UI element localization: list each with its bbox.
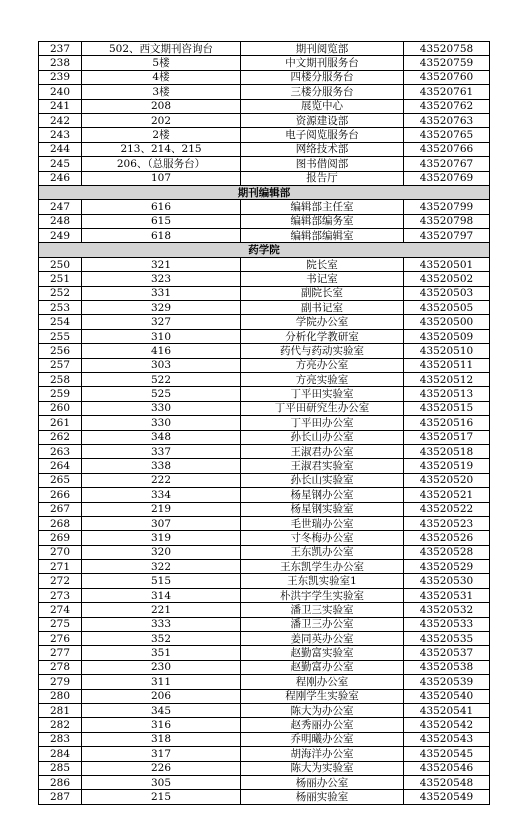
row-number-cell: 257	[39, 358, 82, 372]
phone-number-cell: 43520541	[404, 703, 490, 717]
row-number-cell: 264	[39, 459, 82, 473]
row-number-cell: 251	[39, 272, 82, 286]
phone-number-cell: 43520545	[404, 747, 490, 761]
room-cell: 522	[82, 372, 241, 386]
room-cell: 334	[82, 488, 241, 502]
room-cell: 310	[82, 329, 241, 343]
phone-number-cell: 43520548	[404, 775, 490, 789]
row-number-cell: 261	[39, 416, 82, 430]
row-number-cell: 238	[39, 56, 82, 70]
table-row	[39, 301, 490, 315]
office-name-cell: 中文期刊服务台	[241, 56, 404, 70]
row-number-cell: 272	[39, 574, 82, 588]
row-number-cell: 248	[39, 214, 82, 228]
room-cell: 4楼	[82, 70, 241, 84]
office-name-cell: 王东凯学生办公室	[241, 560, 404, 574]
phone-number-cell: 43520523	[404, 516, 490, 530]
row-number-cell: 258	[39, 372, 82, 386]
room-cell: 230	[82, 660, 241, 674]
room-cell: 305	[82, 775, 241, 789]
row-number-cell: 279	[39, 675, 82, 689]
table-row	[39, 761, 490, 775]
row-number-cell: 276	[39, 632, 82, 646]
phone-number-cell: 43520520	[404, 473, 490, 487]
table-row	[39, 775, 490, 789]
row-number-cell: 274	[39, 603, 82, 617]
office-name-cell: 杨星钢办公室	[241, 488, 404, 502]
phone-directory-sheet	[38, 41, 485, 805]
office-name-cell: 毛世瑞办公室	[241, 516, 404, 530]
row-number-cell: 259	[39, 387, 82, 401]
table-row	[39, 171, 490, 185]
table-row	[39, 790, 490, 804]
room-cell: 3楼	[82, 85, 241, 99]
office-name-cell: 四楼分服务台	[241, 70, 404, 84]
phone-number-cell: 43520549	[404, 790, 490, 804]
office-name-cell: 三楼分服务台	[241, 85, 404, 99]
phone-number-cell: 43520521	[404, 488, 490, 502]
row-number-cell: 277	[39, 646, 82, 660]
row-number-cell: 254	[39, 315, 82, 329]
room-cell: 202	[82, 113, 241, 127]
phone-number-cell: 43520528	[404, 545, 490, 559]
row-number-cell: 250	[39, 257, 82, 271]
phone-number-cell: 43520530	[404, 574, 490, 588]
phone-number-cell: 43520542	[404, 718, 490, 732]
room-cell: 208	[82, 99, 241, 113]
row-number-cell: 256	[39, 344, 82, 358]
room-cell: 352	[82, 632, 241, 646]
office-name-cell: 王东凯办公室	[241, 545, 404, 559]
phone-number-cell: 43520503	[404, 286, 490, 300]
table-row	[39, 545, 490, 559]
room-cell: 337	[82, 444, 241, 458]
office-name-cell: 赵勤富办公室	[241, 660, 404, 674]
row-number-cell: 255	[39, 329, 82, 343]
row-number-cell: 246	[39, 171, 82, 185]
row-number-cell: 283	[39, 732, 82, 746]
room-cell: 221	[82, 603, 241, 617]
table-row	[39, 560, 490, 574]
table-row	[39, 387, 490, 401]
row-number-cell: 268	[39, 516, 82, 530]
room-cell: 311	[82, 675, 241, 689]
office-name-cell: 院长室	[241, 257, 404, 271]
phone-number-cell: 43520502	[404, 272, 490, 286]
table-row	[39, 574, 490, 588]
room-cell: 320	[82, 545, 241, 559]
table-row	[39, 157, 490, 171]
phone-number-cell: 43520533	[404, 617, 490, 631]
office-name-cell: 资源建设部	[241, 113, 404, 127]
table-row	[39, 70, 490, 84]
room-cell: 345	[82, 703, 241, 717]
office-name-cell: 报告厅	[241, 171, 404, 185]
room-cell: 322	[82, 560, 241, 574]
table-row	[39, 113, 490, 127]
room-cell: 303	[82, 358, 241, 372]
table-row	[39, 430, 490, 444]
table-row	[39, 747, 490, 761]
phone-number-cell: 43520515	[404, 401, 490, 415]
phone-directory-table	[38, 41, 490, 805]
row-number-cell: 269	[39, 531, 82, 545]
table-row	[39, 473, 490, 487]
office-name-cell: 赵秀丽办公室	[241, 718, 404, 732]
row-number-cell: 245	[39, 157, 82, 171]
table-row	[39, 718, 490, 732]
phone-number-cell: 43520537	[404, 646, 490, 660]
table-row	[39, 128, 490, 142]
office-name-cell: 方亮实验室	[241, 372, 404, 386]
table-row	[39, 99, 490, 113]
table-row	[39, 488, 490, 502]
row-number-cell: 271	[39, 560, 82, 574]
row-number-cell: 243	[39, 128, 82, 142]
phone-number-cell: 43520799	[404, 200, 490, 214]
room-cell: 330	[82, 401, 241, 415]
room-cell: 323	[82, 272, 241, 286]
row-number-cell: 282	[39, 718, 82, 732]
row-number-cell: 278	[39, 660, 82, 674]
row-number-cell: 273	[39, 588, 82, 602]
phone-number-cell: 43520509	[404, 329, 490, 343]
table-row	[39, 214, 490, 228]
room-cell: 2楼	[82, 128, 241, 142]
phone-number-cell: 43520539	[404, 675, 490, 689]
table-row	[39, 315, 490, 329]
table-row	[39, 516, 490, 530]
table-row	[39, 344, 490, 358]
row-number-cell: 280	[39, 689, 82, 703]
office-name-cell: 网络技术部	[241, 142, 404, 156]
row-number-cell: 285	[39, 761, 82, 775]
phone-number-cell: 43520513	[404, 387, 490, 401]
table-row	[39, 200, 490, 214]
table-row	[39, 257, 490, 271]
table-row	[39, 603, 490, 617]
row-number-cell: 284	[39, 747, 82, 761]
phone-number-cell: 43520760	[404, 70, 490, 84]
office-name-cell: 王淑君实验室	[241, 459, 404, 473]
row-number-cell: 287	[39, 790, 82, 804]
room-cell: 502、西文期刊咨询台	[82, 42, 241, 56]
office-name-cell: 图书借阅部	[241, 157, 404, 171]
room-cell: 351	[82, 646, 241, 660]
phone-number-cell: 43520510	[404, 344, 490, 358]
phone-number-cell: 43520519	[404, 459, 490, 473]
row-number-cell: 242	[39, 113, 82, 127]
office-name-cell: 编辑部编务室	[241, 214, 404, 228]
phone-number-cell: 43520759	[404, 56, 490, 70]
table-row	[39, 42, 490, 56]
office-name-cell: 程刚学生实验室	[241, 689, 404, 703]
phone-number-cell: 43520761	[404, 85, 490, 99]
office-name-cell: 王东凯实验室1	[241, 574, 404, 588]
phone-number-cell: 43520517	[404, 430, 490, 444]
phone-number-cell: 43520529	[404, 560, 490, 574]
room-cell: 316	[82, 718, 241, 732]
office-name-cell: 丁平田实验室	[241, 387, 404, 401]
room-cell: 219	[82, 502, 241, 516]
phone-number-cell: 43520505	[404, 301, 490, 315]
row-number-cell: 247	[39, 200, 82, 214]
room-cell: 314	[82, 588, 241, 602]
room-cell: 318	[82, 732, 241, 746]
phone-number-cell: 43520758	[404, 42, 490, 56]
room-cell: 333	[82, 617, 241, 631]
room-cell: 331	[82, 286, 241, 300]
phone-number-cell: 43520522	[404, 502, 490, 516]
room-cell: 329	[82, 301, 241, 315]
office-name-cell: 副书记室	[241, 301, 404, 315]
table-row	[39, 56, 490, 70]
office-name-cell: 分析化学教研室	[241, 329, 404, 343]
row-number-cell: 266	[39, 488, 82, 502]
table-row	[39, 85, 490, 99]
row-number-cell: 240	[39, 85, 82, 99]
room-cell: 317	[82, 747, 241, 761]
table-row	[39, 416, 490, 430]
room-cell: 618	[82, 229, 241, 243]
room-cell: 222	[82, 473, 241, 487]
row-number-cell: 241	[39, 99, 82, 113]
office-name-cell: 药代与药动实验室	[241, 344, 404, 358]
table-row	[39, 732, 490, 746]
row-number-cell: 270	[39, 545, 82, 559]
phone-number-cell: 43520765	[404, 128, 490, 142]
row-number-cell: 249	[39, 229, 82, 243]
phone-number-cell: 43520500	[404, 315, 490, 329]
table-row	[39, 632, 490, 646]
row-number-cell: 265	[39, 473, 82, 487]
phone-number-cell: 43520511	[404, 358, 490, 372]
phone-number-cell: 43520535	[404, 632, 490, 646]
room-cell: 307	[82, 516, 241, 530]
row-number-cell: 275	[39, 617, 82, 631]
room-cell: 5楼	[82, 56, 241, 70]
office-name-cell: 副院长室	[241, 286, 404, 300]
table-row	[39, 531, 490, 545]
room-cell: 215	[82, 790, 241, 804]
table-row	[39, 272, 490, 286]
section-header-row	[39, 185, 490, 199]
office-name-cell: 赵勤富实验室	[241, 646, 404, 660]
office-name-cell: 陈大为实验室	[241, 761, 404, 775]
phone-number-cell: 43520531	[404, 588, 490, 602]
row-number-cell: 286	[39, 775, 82, 789]
office-name-cell: 姜同英办公室	[241, 632, 404, 646]
table-row	[39, 617, 490, 631]
office-name-cell: 杨丽实验室	[241, 790, 404, 804]
table-row	[39, 459, 490, 473]
office-name-cell: 潘卫三办公室	[241, 617, 404, 631]
phone-number-cell: 43520532	[404, 603, 490, 617]
section-title: 药学院	[39, 243, 490, 257]
office-name-cell: 方亮办公室	[241, 358, 404, 372]
room-cell: 213、214、215	[82, 142, 241, 156]
row-number-cell: 262	[39, 430, 82, 444]
room-cell: 416	[82, 344, 241, 358]
room-cell: 615	[82, 214, 241, 228]
room-cell: 321	[82, 257, 241, 271]
office-name-cell: 朴洪宇学生实验室	[241, 588, 404, 602]
table-row	[39, 689, 490, 703]
row-number-cell: 253	[39, 301, 82, 315]
office-name-cell: 期刊阅览部	[241, 42, 404, 56]
table-row	[39, 372, 490, 386]
office-name-cell: 编辑部主任室	[241, 200, 404, 214]
phone-number-cell: 43520501	[404, 257, 490, 271]
room-cell: 330	[82, 416, 241, 430]
room-cell: 107	[82, 171, 241, 185]
room-cell: 206、（总服务台）	[82, 157, 241, 171]
phone-number-cell: 43520526	[404, 531, 490, 545]
phone-number-cell: 43520769	[404, 171, 490, 185]
row-number-cell: 237	[39, 42, 82, 56]
section-title: 期刊编辑部	[39, 185, 490, 199]
phone-number-cell: 43520762	[404, 99, 490, 113]
phone-number-cell: 43520538	[404, 660, 490, 674]
office-name-cell: 胡海洋办公室	[241, 747, 404, 761]
table-row	[39, 329, 490, 343]
phone-number-cell: 43520516	[404, 416, 490, 430]
table-row	[39, 675, 490, 689]
section-header-row	[39, 243, 490, 257]
row-number-cell: 244	[39, 142, 82, 156]
phone-number-cell: 43520763	[404, 113, 490, 127]
row-number-cell: 281	[39, 703, 82, 717]
phone-number-cell: 43520518	[404, 444, 490, 458]
table-row	[39, 401, 490, 415]
office-name-cell: 孙长山实验室	[241, 473, 404, 487]
office-name-cell: 丁平田研究生办公室	[241, 401, 404, 415]
phone-number-cell: 43520543	[404, 732, 490, 746]
row-number-cell: 263	[39, 444, 82, 458]
room-cell: 515	[82, 574, 241, 588]
table-row	[39, 588, 490, 602]
office-name-cell: 书记室	[241, 272, 404, 286]
office-name-cell: 编辑部编辑室	[241, 229, 404, 243]
room-cell: 348	[82, 430, 241, 444]
office-name-cell: 孙长山办公室	[241, 430, 404, 444]
room-cell: 338	[82, 459, 241, 473]
table-body	[39, 42, 490, 805]
table-row	[39, 646, 490, 660]
room-cell: 206	[82, 689, 241, 703]
office-name-cell: 学院办公室	[241, 315, 404, 329]
phone-number-cell: 43520798	[404, 214, 490, 228]
phone-number-cell: 43520546	[404, 761, 490, 775]
row-number-cell: 252	[39, 286, 82, 300]
room-cell: 327	[82, 315, 241, 329]
room-cell: 319	[82, 531, 241, 545]
table-row	[39, 444, 490, 458]
office-name-cell: 乔明曦办公室	[241, 732, 404, 746]
table-row	[39, 142, 490, 156]
table-row	[39, 502, 490, 516]
table-row	[39, 229, 490, 243]
row-number-cell: 239	[39, 70, 82, 84]
phone-number-cell: 43520767	[404, 157, 490, 171]
room-cell: 226	[82, 761, 241, 775]
phone-number-cell: 43520540	[404, 689, 490, 703]
row-number-cell: 267	[39, 502, 82, 516]
office-name-cell: 杨星钢实验室	[241, 502, 404, 516]
office-name-cell: 展览中心	[241, 99, 404, 113]
office-name-cell: 丁平田办公室	[241, 416, 404, 430]
table-row	[39, 286, 490, 300]
phone-number-cell: 43520512	[404, 372, 490, 386]
phone-number-cell: 43520797	[404, 229, 490, 243]
table-row	[39, 358, 490, 372]
office-name-cell: 潘卫三实验室	[241, 603, 404, 617]
office-name-cell: 寸冬梅办公室	[241, 531, 404, 545]
office-name-cell: 陈大为办公室	[241, 703, 404, 717]
office-name-cell: 电子阅览服务台	[241, 128, 404, 142]
room-cell: 616	[82, 200, 241, 214]
office-name-cell: 王淑君办公室	[241, 444, 404, 458]
table-row	[39, 660, 490, 674]
row-number-cell: 260	[39, 401, 82, 415]
room-cell: 525	[82, 387, 241, 401]
table-row	[39, 703, 490, 717]
phone-number-cell: 43520766	[404, 142, 490, 156]
office-name-cell: 杨丽办公室	[241, 775, 404, 789]
office-name-cell: 程刚办公室	[241, 675, 404, 689]
